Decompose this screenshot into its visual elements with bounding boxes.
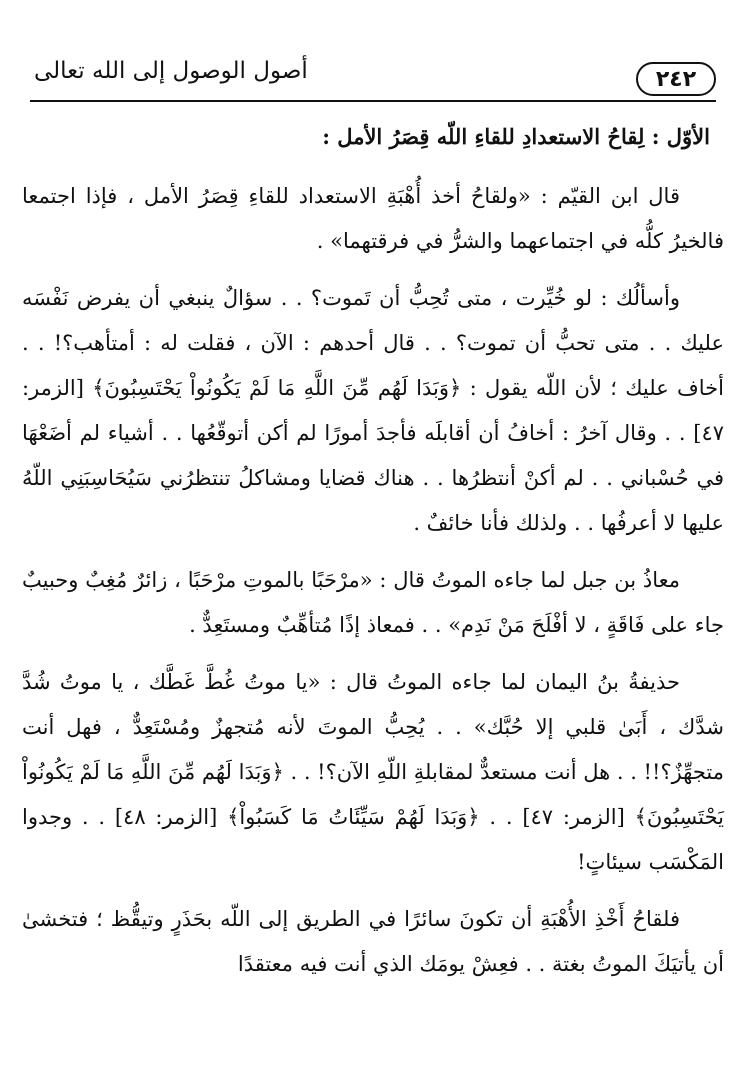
running-title: أصول الوصول إلى الله تعالى bbox=[34, 58, 308, 84]
paragraph-hudhayfa: حذيفةُ بنُ اليمان لما جاءه الموتُ قال : «يا موتُ غُطَّ غَطَّك ، يا موتُ شُدَّ شدَّك ، أَبَىٰ قلبي إلا حُبَّك» . . يُحِبُّ الموتَ لأنه مُتجهزٌ ومُسْتَعِدٌّ ، فهل أنت متجهِّزٌ؟!! . . هل أنت مستعدٌّ لمقابلةِ اللّهِ الآن؟! . . ﴿وَبَدَا لَهُم مِّنَ اللَّهِ مَا لَمْ يَكُونُواْ يَحْتَسِبُونَ﴾ [الزمر: ٤٧] . . ﴿وَبَدَا لَهُمْ سَيِّئَاتُ مَا كَسَبُواْ﴾ [الزمر: ٤٨] . . وجدوا المَكْسَب سيئاتٍ! bbox=[22, 670, 724, 874]
paragraph-question: وأسألُك : لو خُيِّرت ، متى تُحِبُّ أن تَموت؟ . . سؤالٌ ينبغي أن يفرض نَفْسَه عليك . . متى تحبُّ أن تموت؟ . . قال أحدهم : الآن ، فقلت له : أمتأهب؟! . . أخاف عليك ؛ لأن اللّه يقول : ﴿وَبَدَا لَهُم مِّنَ اللَّهِ مَا لَمْ يَكُونُواْ يَحْتَسِبُونَ﴾ [الزمر: ٤٧] . . وقال آخرُ : أخافُ أن أقابلَه فأجدَ أمورًا لم أكن أتوقّعُها . . أشياء لم أضَعْهَا في حُسْباني . . لم أكنْ أنتظرُها . . هناك قضايا ومشاكلُ تنتظرُني سَيُحَاسِبَنِي اللّهُ عليها لا أعرفُها . . ولذلك فأنا خائفٌ . bbox=[22, 286, 724, 535]
section-heading: الأوّل : لِقاحُ الاستعدادِ للقاءِ اللّه قِصَرُ الأمل : bbox=[322, 124, 710, 149]
page-number: ٢٤٢ bbox=[636, 62, 716, 96]
paragraph-conclusion: فلقاحُ أَخْذِ الأُهْبَةِ أن تكونَ سائرًا في الطريق إلى اللّه بحَذَرٍ وتيقُّظ ؛ فتخشىٰ أن يأتيَكَ الموتُ بغتة . . فعِشْ يومَك الذي أنت فيه معتقدًا bbox=[22, 907, 724, 976]
page-body bbox=[22, 112, 724, 999]
paragraph-ibn-alqayyim: قال ابن القيّم : «ولقاحُ أخذ أُهْبَةِ الاستعداد للقاءِ قِصَرُ الأمل ، فإذا اجتمعا فالخيرُ كلُّه في اجتماعهما والشرُّ في فرقتهما» . bbox=[22, 184, 724, 253]
page-header bbox=[30, 44, 716, 102]
paragraph-muadh: معاذُ بن جبل لما جاءه الموتُ قال : «مرْحَبًا بالموتِ مرْحَبًا ، زائرٌ مُغِبٌ وحبيبٌ جاء على فَاقَةٍ ، لا أفْلَحَ مَنْ نَدِم» . . فمعاذ إذًا مُتأهِّبٌ ومستَعِدٌّ . bbox=[22, 568, 724, 637]
